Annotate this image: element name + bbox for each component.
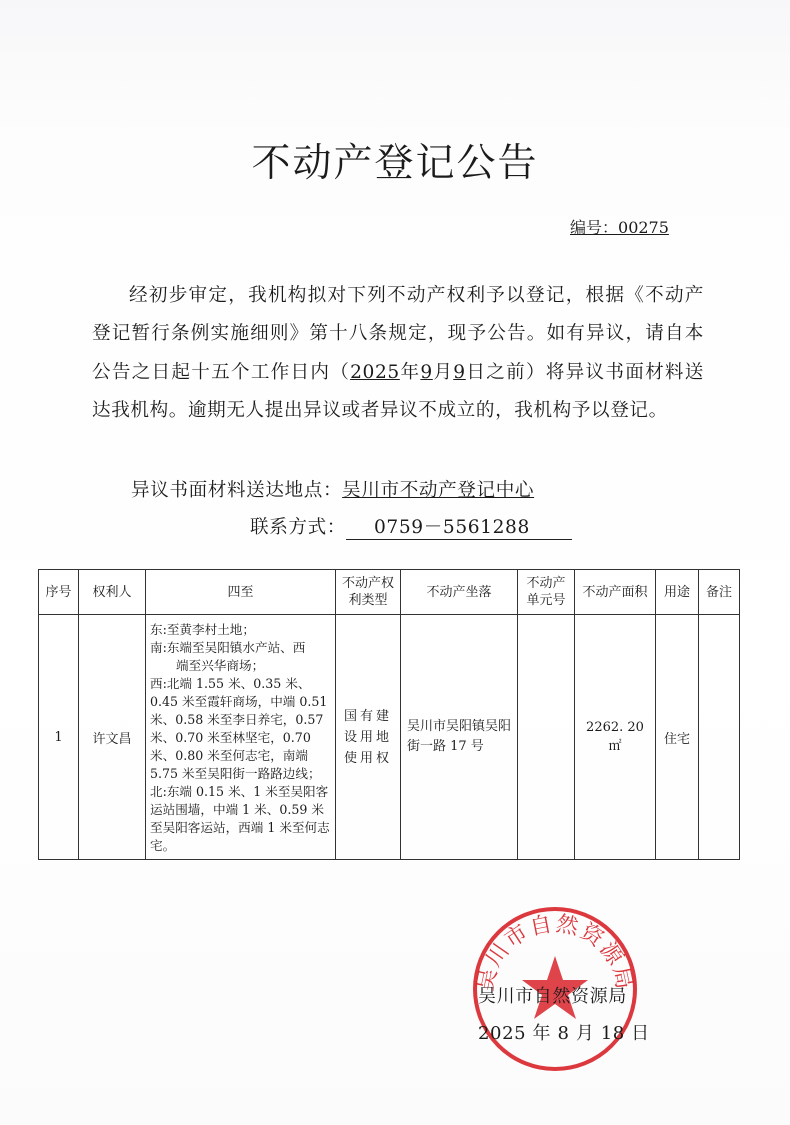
cell-holder: 许文昌 (79, 615, 146, 860)
document-number-value: 00275 (618, 218, 669, 237)
notice-body-part1: 经初步审定，我机构拟对下列不动产权利予以登记，根据《不动产登记暂行条例实施细则》第十八条规定，现予公告。如有异议，请自本公告之日起十五个工作日内（ (92, 285, 704, 383)
objection-address (131, 476, 534, 502)
deadline-day: 9 (453, 361, 466, 383)
bound-south-cont: 端至兴华商场； (176, 658, 265, 673)
contact-phone: 0759－5561288 (346, 513, 572, 540)
header-right-type: 不动产权利类型 (336, 570, 401, 615)
property-table (38, 569, 740, 860)
cell-serial: 1 (39, 615, 79, 860)
bound-west: 西:北端 1.55 米、0.35 米、0.45 米至霞轩商场，中端 0.51 米、0.58 米至李日养宅，0.57 米、0.70 米至林坚宅，0.70 米、0.80 米至何志宅，南端 5.75 米至吴阳街一路路边线； (150, 676, 328, 781)
cell-remark (699, 615, 740, 860)
deadline-month: 9 (420, 361, 433, 383)
cell-area: 2262. 20 ㎡ (575, 615, 656, 860)
table-row (39, 615, 740, 860)
header-remark: 备注 (699, 570, 740, 615)
bound-east: 东:至黄李村土地； (150, 622, 255, 637)
cell-right-type: 国有建设用地使用权 (336, 615, 401, 860)
contact-info (250, 513, 572, 540)
contact-label: 联系方式： (250, 517, 346, 538)
notice-body-part2: 日之前）将异议书面材料送达我机构。逾期无人提出异议或者异议不成立的，我机构予以登记。 (92, 361, 704, 422)
issuing-authority: 吴川市自然资源局 (478, 986, 627, 1007)
deadline-year-unit: 年 (399, 361, 421, 383)
notice-body (92, 277, 704, 431)
table-header-row (39, 570, 740, 615)
notice-title: 不动产登记公告 (251, 141, 539, 186)
header-use: 用途 (656, 570, 699, 615)
issue-date: 2025 年 8 月 18 日 (478, 1023, 650, 1044)
objection-address-value: 吴川市不动产登记中心 (342, 480, 535, 501)
document-number-label: 编号： (570, 218, 619, 237)
objection-address-label: 异议书面材料送达地点： (131, 480, 343, 501)
header-holder: 权利人 (79, 570, 146, 615)
cell-unit-no (518, 615, 575, 860)
header-location: 不动产坐落 (401, 570, 518, 615)
cell-location: 吴川市吴阳镇吴阳街一路 17 号 (401, 615, 518, 860)
header-area: 不动产面积 (575, 570, 656, 615)
seal-text: 吴川市自然资源局 (473, 911, 637, 994)
bound-north: 北:东端 0.15 米、1 米至吴阳客运站围墙，中端 1 米、0.59 米至吴阳客运站，西端 1 米至何志宅。 (150, 784, 330, 853)
header-bounds: 四至 (146, 570, 336, 615)
header-serial: 序号 (39, 570, 79, 615)
bound-south: 南:东端至吴阳镇水产站、西 (150, 640, 306, 655)
cell-use: 住宅 (656, 615, 699, 860)
document-number (570, 215, 669, 238)
header-unit-no: 不动产单元号 (518, 570, 575, 615)
deadline-month-unit: 月 (432, 361, 454, 383)
cell-bounds (146, 615, 336, 860)
deadline-year: 2025 (350, 361, 400, 383)
